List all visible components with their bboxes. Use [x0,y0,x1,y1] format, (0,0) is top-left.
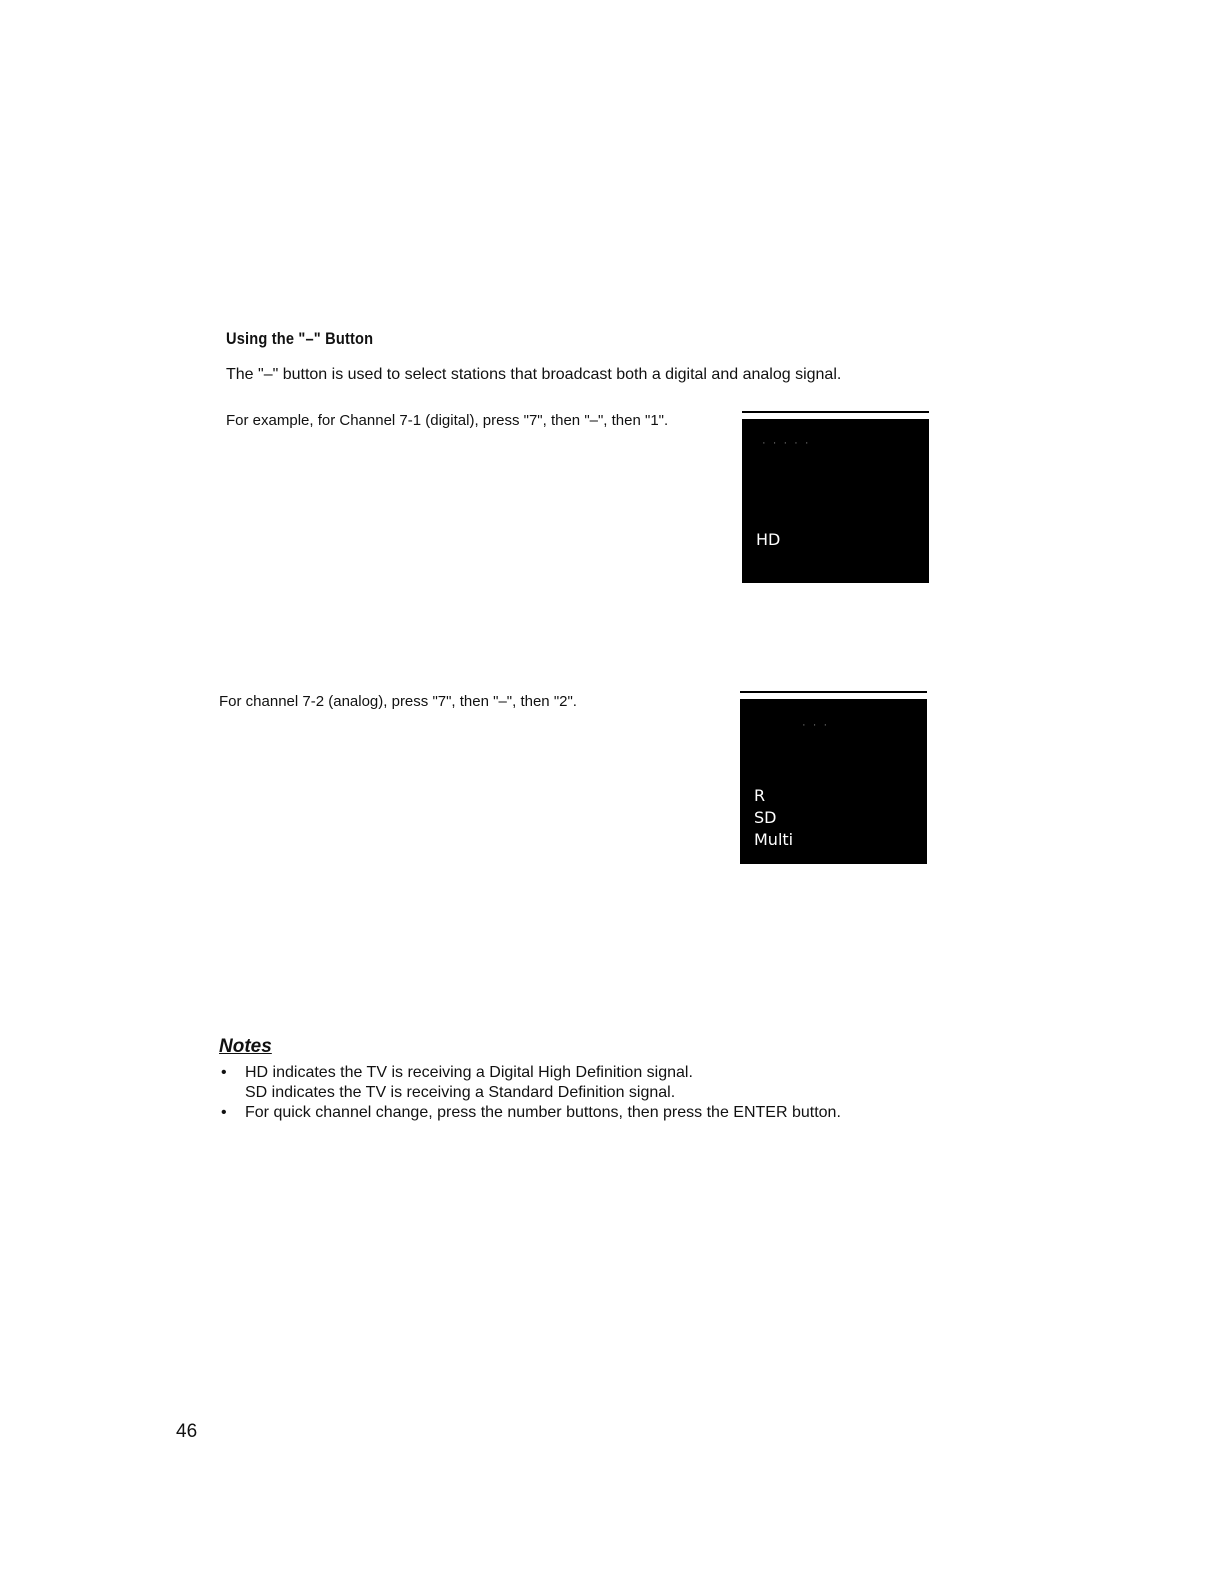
note-item [219,1103,979,1123]
osd-line-sd: SD [754,808,777,827]
note-line: SD indicates the TV is receiving a Standard Definition signal. [245,1084,676,1101]
osd-status-lines [754,785,793,851]
example-analog-text: For channel 7-2 (analog), press "7", then "–", then "2". [219,693,577,710]
note-line: For quick channel change, press the number buttons, then press the ENTER button. [245,1104,841,1121]
notes-title: Notes [219,1036,272,1057]
screen-top-bar [740,693,927,700]
faint-osd-text: · · · [802,719,830,731]
section-intro: The "–" button is used to select stations that broadcast both a digital and analog signal. [226,366,842,383]
osd-line-multi: Multi [754,830,794,849]
bullet-icon: • [221,1064,227,1081]
page-number: 46 [176,1421,198,1442]
example-digital-text: For example, for Channel 7-1 (digital), press "7", then "–", then "1". [226,412,669,429]
osd-line-r: R [754,786,766,805]
bullet-icon: • [221,1104,227,1121]
tv-screen-digital [742,411,929,583]
note-item [219,1063,979,1103]
notes-list [219,1063,979,1123]
note-line: HD indicates the TV is receiving a Digital High Definition signal. [245,1064,693,1081]
section-heading: Using the "–" Button [226,329,374,348]
screen-top-bar [742,413,929,420]
tv-screen-analog [740,691,927,864]
faint-osd-text: · · · · · [762,437,811,449]
osd-hd-label: HD [756,530,781,549]
